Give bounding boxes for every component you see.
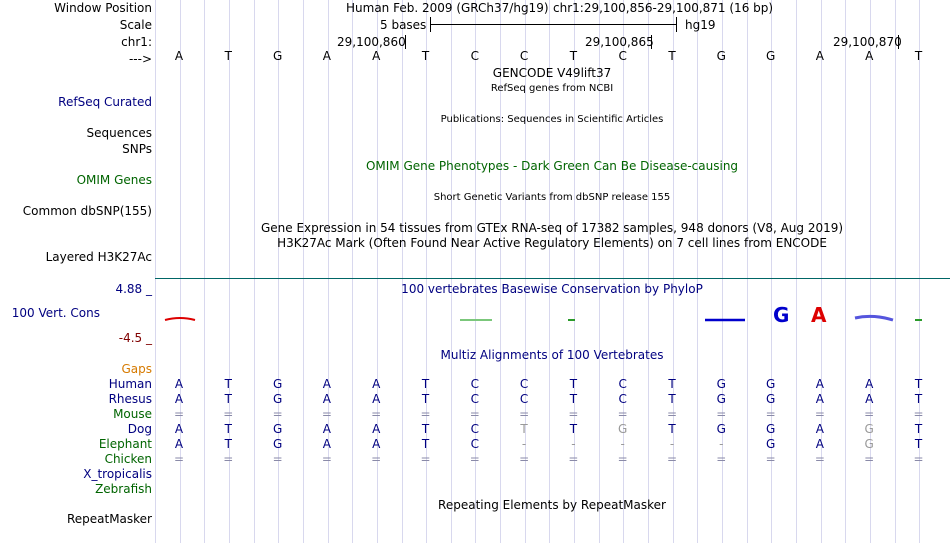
alignment-base: G — [716, 422, 726, 436]
alignment-base: - — [571, 437, 576, 451]
alignment-base: = — [223, 407, 234, 421]
sequence-base: C — [618, 49, 627, 63]
alignment-base: = — [666, 452, 678, 466]
alignment-base: = — [371, 407, 382, 421]
sequence-base: A — [322, 49, 331, 63]
alignment-base: C — [519, 392, 529, 406]
alignment-base: T — [520, 422, 528, 436]
coord-label-1: 29,100,860 — [337, 35, 406, 49]
repeatmasker-track-desc[interactable]: Repeating Elements by RepeatMasker — [438, 498, 666, 512]
alignment-base: A — [865, 377, 874, 391]
cons-min-label: -4.5 _ — [118, 331, 152, 345]
multiz-track-desc[interactable]: Multiz Alignments of 100 Vertebrates — [440, 348, 664, 362]
alignment-base: = — [568, 452, 579, 466]
alignment-base: G — [765, 392, 776, 406]
alignment-base: G — [765, 437, 776, 451]
alignment-base: = — [272, 407, 283, 421]
alignment-base: = — [913, 452, 924, 466]
sequence-base: T — [569, 49, 578, 63]
alignment-base: G — [272, 437, 283, 451]
sequence-base: T — [914, 49, 923, 63]
alignment-base: = — [617, 452, 628, 466]
alignment-base: A — [322, 377, 331, 391]
alignment-base: A — [815, 392, 824, 406]
alignment-base: A — [174, 422, 184, 436]
omim-track-desc[interactable]: OMIM Gene Phenotypes - Dark Green Can Be Disease-causing — [365, 159, 739, 173]
alignment-base: C — [470, 392, 479, 406]
sequence-base: A — [865, 49, 874, 63]
sequence-base: G — [272, 49, 283, 63]
chrom-label[interactable]: chr1: — [121, 35, 152, 49]
scale-text: 5 bases — [380, 18, 427, 32]
alignment-base: = — [321, 407, 332, 421]
alignment-base: = — [716, 452, 727, 466]
snps-label[interactable]: SNPs — [122, 142, 152, 156]
alignment-base: T — [914, 437, 923, 451]
alignment-base: C — [618, 392, 627, 406]
publications-track-desc[interactable]: Publications: Sequences in Scientific Articles — [440, 114, 664, 125]
alignment-base: C — [470, 422, 479, 436]
common-dbsnp-label[interactable]: Common dbSNP(155) — [22, 204, 152, 218]
alignment-base: = — [371, 452, 382, 466]
alignment-base: = — [913, 407, 924, 421]
alignment-base: = — [469, 452, 480, 466]
alignment-base: G — [765, 377, 776, 391]
alignment-base: G — [765, 422, 776, 436]
sequence-base: A — [372, 49, 381, 63]
alignment-base: G — [716, 392, 726, 406]
phylop-track-desc[interactable]: 100 vertebrates Basewise Conservation by PhyloP — [401, 282, 703, 296]
alignment-base: - — [719, 437, 724, 451]
alignment-base: C — [470, 377, 479, 391]
alignment-base: A — [372, 437, 381, 451]
alignment-base: = — [814, 452, 825, 466]
alignment-base: = — [519, 407, 530, 421]
alignment-base: T — [668, 377, 676, 391]
alignment-base: = — [666, 407, 678, 421]
alignment-base: G — [864, 437, 874, 451]
layered-h3k27ac-label[interactable]: Layered H3K27Ac — [45, 250, 152, 264]
alignment-base: A — [372, 392, 381, 406]
gtex-track-desc[interactable]: Gene Expression in 54 tissues from GTEx RNA-seq of 17382 samples, 948 donors (V8, Aug 2019) — [260, 221, 844, 235]
repeatmasker-label[interactable]: RepeatMasker — [66, 512, 152, 526]
alignment-base: = — [321, 452, 332, 466]
refseq-track-desc[interactable]: RefSeq genes from NCBI — [490, 83, 614, 94]
alignment-base: G — [716, 377, 726, 391]
phylop-logo-g: G — [773, 303, 790, 327]
scale-db: hg19 — [685, 18, 716, 32]
assembly-title: Human Feb. 2009 (GRCh37/hg19) — [346, 1, 549, 15]
coord-label-2: 29,100,865 — [585, 35, 654, 49]
alignment-base: = — [173, 407, 185, 421]
species-label[interactable]: X_tropicalis — [83, 467, 152, 481]
species-label[interactable]: Dog — [127, 422, 152, 436]
alignment-base: G — [864, 422, 874, 436]
alignment-base: = — [864, 452, 875, 466]
alignment-base: A — [815, 437, 824, 451]
sequence-base: G — [716, 49, 726, 63]
alignment-base: G — [618, 422, 628, 436]
alignment-base: = — [420, 407, 431, 421]
scale-label[interactable]: Scale — [119, 18, 152, 32]
sequence-base: T — [421, 49, 430, 63]
position-range: chr1:29,100,856-29,100,871 (16 bp) — [553, 1, 774, 15]
alignment-base: = — [223, 452, 234, 466]
alignment-base: A — [322, 392, 331, 406]
h3k27ac-track-desc[interactable]: H3K27Ac Mark (Often Found Near Active Regulatory Elements) on 7 cell lines from ENCODE — [277, 236, 827, 250]
alignment-base: - — [521, 437, 527, 451]
alignment-base: A — [815, 422, 824, 436]
alignment-base: T — [914, 422, 923, 436]
alignment-base: = — [765, 407, 776, 421]
species-label[interactable]: Rhesus — [108, 392, 152, 406]
window-position-label[interactable]: Window Position — [54, 1, 152, 15]
alignment-base: = — [765, 452, 776, 466]
alignment-base: = — [864, 407, 875, 421]
alignment-base: - — [620, 437, 625, 451]
alignment-base: G — [272, 392, 283, 406]
sequence-base: C — [470, 49, 479, 63]
omim-genes-label[interactable]: OMIM Genes — [76, 173, 152, 187]
track-image[interactable] — [155, 0, 950, 543]
alignment-base: T — [224, 392, 232, 406]
sequence-base: G — [765, 49, 776, 63]
alignment-base: A — [174, 392, 184, 406]
alignment-base: A — [322, 437, 331, 451]
species-label[interactable]: Mouse — [113, 407, 152, 421]
alignment-base: = — [568, 407, 579, 421]
species-label[interactable]: Chicken — [104, 452, 152, 466]
alignment-base: = — [272, 452, 283, 466]
sequence-base: A — [815, 49, 824, 63]
alignment-base: A — [372, 422, 381, 436]
alignment-base: T — [668, 422, 676, 436]
alignment-base: T — [569, 392, 578, 406]
refseq-curated-label[interactable]: RefSeq Curated — [58, 95, 152, 109]
dbsnp-track-desc[interactable]: Short Genetic Variants from dbSNP release 155 — [433, 192, 671, 203]
alignment-base: G — [272, 377, 283, 391]
alignment-base: T — [421, 377, 430, 391]
species-label[interactable]: Human — [108, 377, 152, 391]
alignment-base: T — [224, 422, 232, 436]
phylop-logo-a: A — [811, 303, 827, 327]
alignment-base: = — [173, 452, 185, 466]
gencode-track-title[interactable]: GENCODE V49lift37 — [492, 66, 612, 80]
cons-max-label: 4.88 _ — [115, 282, 152, 296]
alignment-base: A — [174, 437, 184, 451]
alignment-base: = — [469, 407, 480, 421]
alignment-base: T — [569, 422, 578, 436]
alignment-base: = — [519, 452, 530, 466]
strand-label[interactable]: ---> — [128, 52, 152, 66]
alignment-base: T — [421, 392, 430, 406]
alignment-base: T — [224, 377, 232, 391]
alignment-base: C — [470, 437, 479, 451]
alignment-base: T — [421, 422, 430, 436]
sequence-base: A — [174, 49, 184, 63]
alignment-base: C — [618, 377, 627, 391]
alignment-base: T — [569, 377, 578, 391]
alignment-base: = — [814, 407, 825, 421]
sequences-label[interactable]: Sequences — [86, 126, 152, 140]
sequence-base: T — [668, 49, 676, 63]
alignment-base: A — [815, 377, 824, 391]
alignment-base: T — [914, 392, 923, 406]
alignment-base: T — [668, 392, 676, 406]
alignment-base: T — [914, 377, 923, 391]
gaps-label[interactable]: Gaps — [121, 362, 152, 376]
alignment-base: A — [174, 377, 184, 391]
alignment-base: T — [421, 437, 430, 451]
alignment-base: = — [716, 407, 727, 421]
vert-cons-label[interactable]: 100 Vert. Cons — [11, 306, 100, 320]
sequence-base: C — [519, 49, 529, 63]
alignment-base: = — [420, 452, 431, 466]
alignment-base: C — [519, 377, 529, 391]
alignment-base: A — [322, 422, 331, 436]
species-label[interactable]: Zebrafish — [95, 482, 152, 496]
alignment-base: A — [372, 377, 381, 391]
coord-label-3: 29,100,870 — [833, 35, 902, 49]
sequence-base: T — [224, 49, 232, 63]
alignment-base: T — [224, 437, 232, 451]
alignment-base: = — [617, 407, 628, 421]
alignment-base: A — [865, 392, 874, 406]
alignment-base: - — [669, 437, 675, 451]
species-label[interactable]: Elephant — [98, 437, 152, 451]
alignment-base: G — [272, 422, 283, 436]
